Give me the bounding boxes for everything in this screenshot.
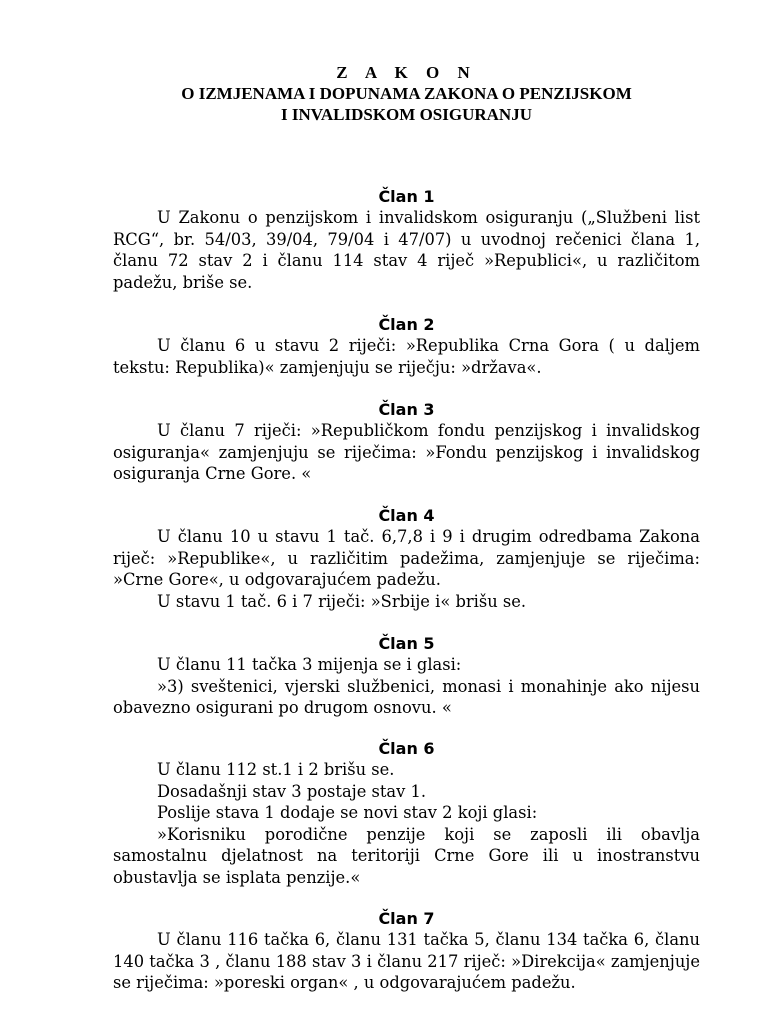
title-line-2: O IZMJENAMA I DOPUNAMA ZAKONA O PENZIJSKOM bbox=[181, 84, 632, 103]
article-paragraph: U Zakonu o penzijskom i invalidskom osiguranju („Službeni list RCG“, br. 54/03, 39/04, 79/04 i 47/07) u uvodnoj rečenici člana 1, članu 72 stav 2 i članu 114 stav 4 riječ »Republici«, u različitom padežu, briše se. bbox=[113, 208, 700, 292]
article-heading: Član 6 bbox=[378, 739, 435, 758]
article-2 bbox=[113, 314, 700, 378]
article-paragraph: U članu 11 tačka 3 mijenja se i glasi: bbox=[157, 655, 462, 674]
article-paragraph: U članu 112 st.1 i 2 brišu se. bbox=[157, 760, 395, 779]
title-law: Z A K O N bbox=[336, 63, 477, 82]
article-heading: Član 1 bbox=[378, 187, 435, 206]
article-paragraph: U članu 7 riječi: »Republičkom fondu penzijskog i invalidskog osiguranja« zamjenjuju se riječima: »Fondu penzijskog i invalidskog osiguranja Crne Gore. « bbox=[113, 421, 700, 483]
article-5 bbox=[113, 633, 700, 719]
article-4 bbox=[113, 505, 700, 612]
article-3 bbox=[113, 399, 700, 485]
article-paragraph: U članu 10 u stavu 1 tač. 6,7,8 i 9 i drugim odredbama Zakona riječ: »Republike«, u različitim padežima, zamjenjuje se riječima: »Crne Gore«, u odgovarajućem padežu. bbox=[113, 527, 700, 589]
title-line-3: I INVALIDSKOM OSIGURANJU bbox=[281, 105, 532, 124]
article-6 bbox=[113, 738, 700, 888]
article-paragraph: U članu 6 u stavu 2 riječi: »Republika Crna Gora ( u daljem tekstu: Republika)« zamjenjuju se riječju: »država«. bbox=[113, 336, 700, 377]
article-paragraph: »Korisniku porodične penzije koji se zaposli ili obavlja samostalnu djelatnost na teritoriji Crne Gore ili u inostranstvu obustavlja se isplata penzije.« bbox=[113, 824, 700, 887]
article-heading: Član 3 bbox=[378, 400, 435, 419]
article-paragraph: U članu 116 tačka 6, članu 131 tačka 5, članu 134 tačka 6, članu 140 tačka 3 , članu 188 stav 3 i članu 217 riječ: »Direkcija« zamjenjuje se riječima: »poreski organ« , u odgovarajućem padežu. bbox=[113, 930, 700, 992]
article-heading: Član 7 bbox=[378, 909, 435, 928]
article-heading: Član 5 bbox=[378, 634, 435, 653]
article-heading: Član 4 bbox=[378, 506, 435, 525]
article-paragraph: »3) sveštenici, vjerski službenici, monasi i monahinje ako nijesu obavezno osigurani po drugom osnovu. « bbox=[113, 676, 700, 717]
document-title bbox=[113, 62, 700, 125]
article-paragraph: Poslije stava 1 dodaje se novi stav 2 koji glasi: bbox=[157, 803, 538, 822]
article-heading: Član 2 bbox=[378, 315, 435, 334]
article-paragraph: U stavu 1 tač. 6 i 7 riječi: »Srbije i« brišu se. bbox=[157, 591, 527, 611]
article-7 bbox=[113, 908, 700, 994]
article-1 bbox=[113, 186, 700, 293]
article-paragraph: Dosadašnji stav 3 postaje stav 1. bbox=[157, 781, 427, 801]
